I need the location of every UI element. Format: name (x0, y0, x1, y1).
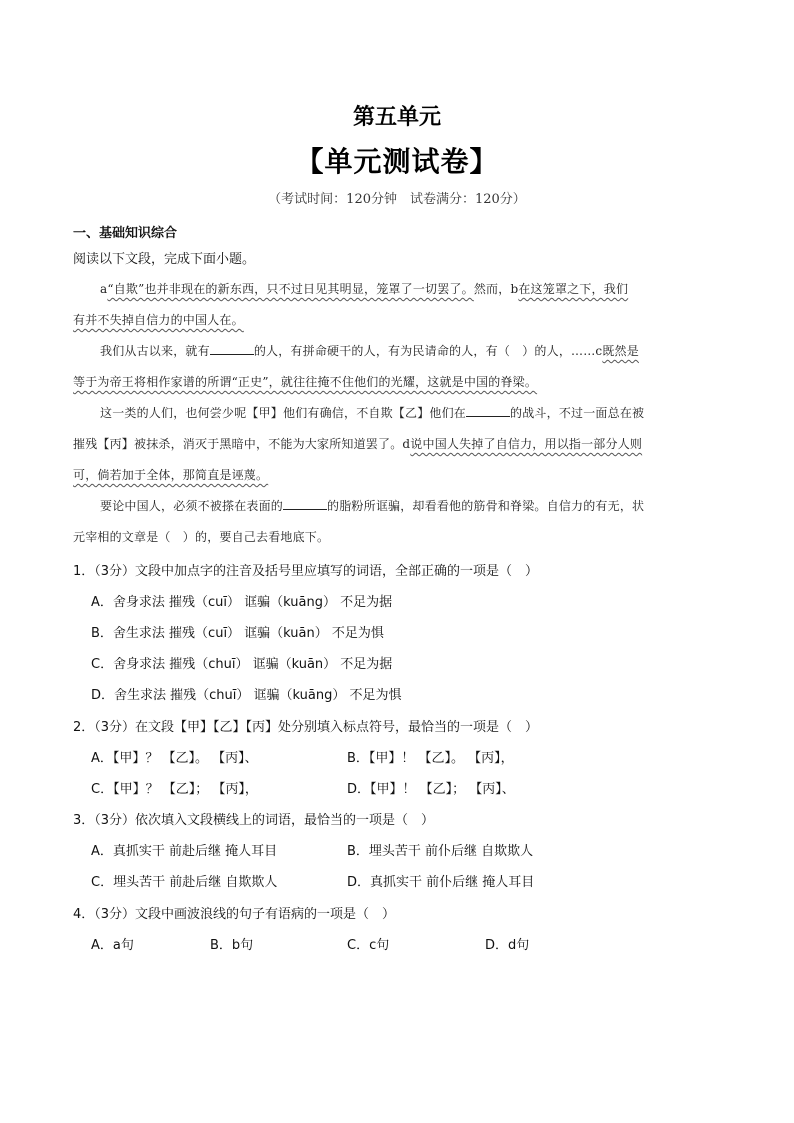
sentence-c-label: c (595, 344, 603, 358)
question-2-option-d[interactable]: D．【甲】！ 【乙】； 【丙】、 (347, 782, 515, 797)
question-4-option-c[interactable]: C．c句 (347, 938, 390, 953)
question-1-option-d[interactable]: D．舍生求法 摧残（chuī） 诓骗（kuāng） 不足为惧 (91, 688, 402, 703)
passage-p2-line2 (73, 373, 537, 390)
passage-p1-line2 (73, 311, 244, 328)
question-2-stem: 2．（3分）在文段【甲】【乙】【丙】处分别填入标点符号，最恰当的一项是（ ） (73, 720, 539, 735)
passage-p3-line1 (100, 404, 644, 421)
fill-blank-2[interactable] (466, 406, 510, 417)
question-1-stem: 1．（3分）文段中加点字的注音及括号里应填写的词语，全部正确的一项是（ ） (73, 564, 539, 579)
sentence-c: 既然是 (602, 344, 639, 358)
sentence-d: 说中国人失掉了自信力，用以指一部分人则 (410, 437, 643, 451)
fill-blank-1[interactable] (210, 344, 254, 355)
question-3-stem: 3．（3分）依次填入文段横线上的词语，最恰当的一项是（ ） (73, 813, 435, 828)
passage-text: 元宰相的文章是（ ）的，要自己去看地底下。 (73, 530, 330, 544)
passage-p2-line1 (100, 342, 639, 359)
sentence-b-label: b (510, 282, 519, 296)
question-2-option-a[interactable]: A．【甲】？ 【乙】。 【丙】、 (91, 751, 258, 766)
sentence-a: “自欺”也并非现在的新东西，只不过日见其明显，笼罩了一切罢了。 (107, 282, 474, 296)
page-title: 【单元测试卷】 (295, 145, 499, 178)
sentence-d-cont: 可，倘若加于全体，那简直是诬蔑。 (73, 468, 269, 482)
question-3-option-b[interactable]: B．埋头苦干 前仆后继 自欺欺人 (347, 844, 534, 859)
question-3-option-d[interactable]: D．真抓实干 前仆后继 掩人耳目 (347, 875, 535, 890)
passage-p4-line2 (73, 528, 329, 545)
passage-text: 然而， (473, 282, 511, 296)
question-4-option-a[interactable]: A．a句 (91, 938, 134, 953)
unit-heading: 第五单元 (352, 105, 441, 130)
question-3-option-a[interactable]: A．真抓实干 前赴后继 掩人耳目 (91, 844, 278, 859)
sentence-b: 在这笼罩之下，我们 (518, 282, 629, 296)
passage-p3-line3 (73, 466, 268, 483)
question-2-option-b[interactable]: B．【甲】！ 【乙】。 【丙】， (347, 751, 514, 766)
passage-text: 我们从古以来，就有 (100, 344, 210, 358)
question-1-option-c[interactable]: C．舍身求法 摧残（chuī） 诓骗（kuān） 不足为据 (91, 657, 393, 672)
sentence-c-cont: 等于为帝王将相作家谱的所谓“正史”，就往往掩不住他们的光耀，这就是中国的脊梁。 (73, 375, 538, 389)
sentence-a-label: a (100, 282, 108, 296)
passage-p3-line2 (73, 435, 642, 452)
passage-p1-line1 (100, 280, 628, 297)
fill-blank-3[interactable] (283, 499, 327, 510)
passage-text: 这一类的人们，也何尝少呢【甲】他们有确信，不自欺【乙】他们在 (100, 406, 467, 420)
passage-text: 要论中国人，必须不被搽在表面的 (100, 499, 284, 513)
sentence-d-label: d (402, 437, 411, 451)
question-2-option-c[interactable]: C．【甲】？ 【乙】； 【丙】， (91, 782, 258, 797)
question-1-option-a[interactable]: A．舍身求法 摧残（cuī） 诓骗（kuāng） 不足为据 (91, 595, 393, 610)
section-heading: 一、基础知识综合 (73, 226, 178, 241)
passage-text: 的战斗，不过一面总在被 (510, 406, 645, 420)
question-4-option-d[interactable]: D．d句 (485, 938, 530, 953)
exam-info: （考试时间：120分钟 试卷满分：120分） (268, 192, 526, 207)
sentence-b-cont: 有并不失掉自信力的中国人在。 (73, 313, 244, 327)
passage-text: 的脂粉所诓骗，却看看他的筋骨和脊梁。自信力的有无，状 (327, 499, 645, 513)
question-4-stem: 4．（3分）文段中画波浪线的句子有语病的一项是（ ） (73, 907, 396, 922)
reading-instruction: 阅读以下文段，完成下面小题。 (73, 252, 256, 267)
question-3-option-c[interactable]: C．埋头苦干 前赴后继 自欺欺人 (91, 875, 278, 890)
question-4-option-b[interactable]: B．b句 (210, 938, 254, 953)
passage-p4-line1 (100, 497, 644, 514)
passage-text: 摧残【丙】被抹杀，消灭于黑暗中，不能为大家所知道罢了。 (73, 437, 403, 451)
question-1-option-b[interactable]: B．舍生求法 摧残（cuī） 诓骗（kuān） 不足为惧 (91, 626, 384, 641)
passage-text: 的人，有拼命硬干的人，有为民请命的人，有（ ）的人，…… (253, 344, 596, 358)
